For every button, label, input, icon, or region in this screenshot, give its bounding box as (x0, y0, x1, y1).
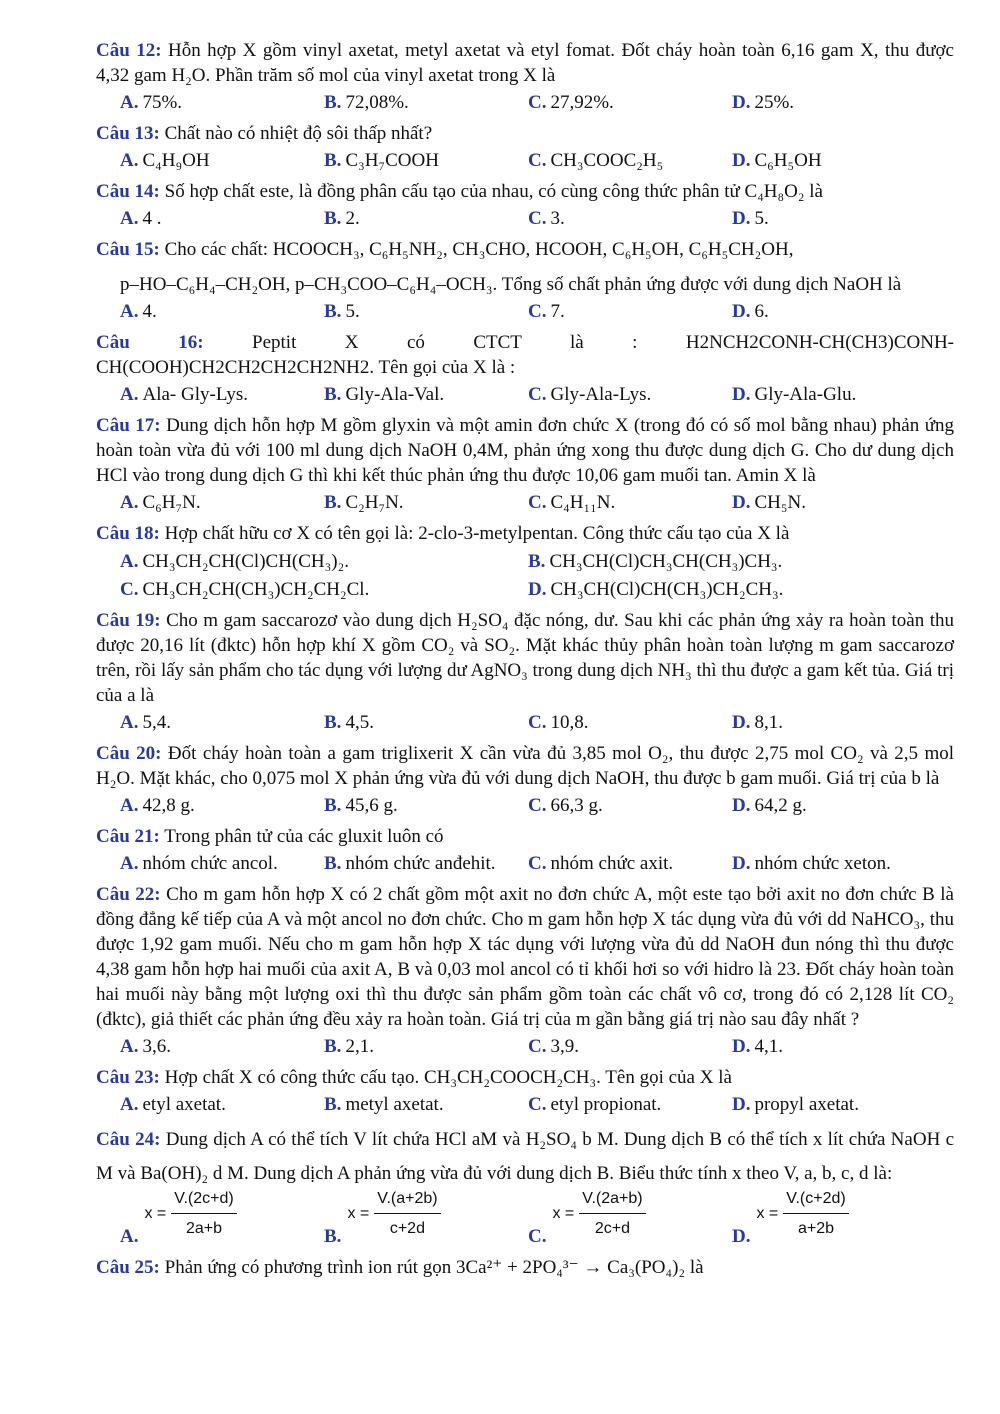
question-label: Câu 14: (96, 181, 160, 202)
option-letter: A. (120, 150, 139, 171)
option-letter: B. (324, 1226, 342, 1247)
option-letter: A. (120, 1094, 139, 1115)
option-d[interactable] (708, 1092, 912, 1117)
option-a[interactable] (96, 1092, 300, 1117)
option-letter: A. (120, 712, 139, 733)
formula (552, 1186, 645, 1241)
question-label: Câu 17: (96, 415, 161, 436)
question-text: Phản ứng có phương trình ion rút gọn 3Ca²⁺ + 2PO₄³⁻ → Ca₃(PO₄)₂ là (164, 1257, 704, 1278)
fraction (374, 1186, 440, 1241)
option-a[interactable] (96, 793, 300, 818)
option-text: C₆H₅OH (754, 150, 822, 171)
question-text: Dung dịch A có thể tích V lít chứa HCl aM và H₂SO₄ b M. Dung dịch B có thể tích x lít chứa NaOH c M và Ba(OH)₂ d M. Dung dịch A phản ứng vừa đủ với dung dịch B. Biểu thức tính x theo V, a, b, c, d là: (96, 1129, 954, 1184)
options-14 (96, 206, 954, 231)
option-b[interactable] (300, 793, 504, 818)
option-letter: B. (324, 92, 342, 113)
option-letter: B. (324, 795, 342, 816)
denominator: 2a+b (185, 1220, 223, 1237)
option-text: CH₅N. (754, 492, 806, 513)
option-text: Gly-Ala-Glu. (754, 384, 857, 405)
option-letter: C. (120, 579, 139, 600)
question-text: Hỗn hợp X gồm vinyl axetat, metyl axetat và etyl fomat. Đốt cháy hoàn toàn 6,16 gam X, thu được 4,32 gam H₂O. Phần trăm số mol của vinyl axetat trong X là (96, 40, 954, 86)
option-text: 64,2 g. (754, 795, 807, 816)
option-text: Ala- Gly-Lys. (142, 384, 249, 405)
options-20 (96, 793, 954, 818)
option-d[interactable] (708, 206, 912, 231)
question-text: Cho m gam saccarozơ vào dung dịch H₂SO₄ đặc nóng, dư. Sau khi các phản ứng xảy ra hoàn toàn thu được 20,16 lít (đktc) hỗn hợp khí X gồm CO₂ và SO₂. Mặt khác thủy phân hoàn toàn lượng m gam saccarozơ trên, rồi lấy sản phẩm cho tác dụng với lượng dư AgNO₃ trong dung dịch NH₃ thì thu được a gam kết tủa. Giá trị của a là (96, 610, 955, 706)
option-a[interactable] (96, 148, 300, 173)
question-18 (96, 521, 954, 546)
formula (347, 1186, 440, 1241)
option-a[interactable] (96, 1034, 300, 1059)
question-text: Đốt cháy hoàn toàn a gam triglixerit X cần vừa đủ 3,85 mol O₂, thu được 2,75 mol CO₂ và 2,5 mol H₂O. Mặt khác, cho 0,075 mol X phản ứng vừa đủ với dung dịch NaOH, thu được b gam muối. Giá trị của b là (96, 743, 955, 789)
option-c[interactable] (504, 793, 708, 818)
question-25 (96, 1255, 954, 1280)
options-24 (96, 1190, 954, 1249)
option-letter: D. (732, 150, 751, 171)
option-d[interactable] (708, 851, 912, 876)
question-21 (96, 824, 954, 849)
options-18-row1 (96, 549, 954, 574)
option-text: 4,5. (345, 712, 374, 733)
option-a[interactable] (96, 851, 300, 876)
option-letter: C. (528, 208, 547, 229)
option-letter: A. (120, 92, 139, 113)
option-text: CH₃CH₂CH(CH₃)CH₂CH₂Cl. (142, 579, 370, 600)
question-text-continued: p–HO–C₆H₄–CH₂OH, p–CH₃COO–C₆H₄–OCH₃. Tổng số chất phản ứng được với dung dịch NaOH là (120, 274, 902, 295)
option-text: 5,4. (142, 712, 171, 733)
option-d[interactable] (708, 1190, 912, 1249)
option-d[interactable] (708, 710, 912, 735)
option-text: 25%. (754, 92, 795, 113)
option-b[interactable] (300, 1190, 504, 1249)
option-letter: B. (324, 150, 342, 171)
option-c[interactable] (96, 577, 504, 602)
question-text: Chất nào có nhiệt độ sôi thấp nhất? (164, 123, 433, 144)
question-16-continued (96, 355, 954, 380)
option-letter: D. (732, 384, 751, 405)
option-letter: D. (732, 301, 751, 322)
option-a[interactable] (96, 90, 300, 115)
option-letter: C. (528, 1226, 547, 1247)
option-c[interactable] (504, 1092, 708, 1117)
question-17 (96, 413, 954, 488)
fraction (579, 1186, 645, 1241)
option-c[interactable] (504, 148, 708, 173)
question-24 (96, 1123, 954, 1191)
question-12 (96, 38, 954, 88)
option-text: 6. (754, 301, 769, 322)
option-letter: A. (120, 301, 139, 322)
question-text: Hợp chất X có công thức cấu tạo. CH₃CH₂COOCH₂CH₃. Tên gọi của X là (164, 1067, 732, 1088)
option-letter: C. (528, 150, 547, 171)
question-text: Cho các chất: HCOOCH₃, C₆H₅NH₂, CH₃CHO, HCOOH, C₆H₅OH, C₆H₅CH₂OH, (164, 239, 794, 260)
option-letter: C. (528, 92, 547, 113)
options-21 (96, 851, 954, 876)
option-text: nhóm chức xeton. (754, 853, 891, 874)
option-text: 3,6. (142, 1036, 171, 1057)
option-letter: D. (732, 92, 751, 113)
options-19 (96, 710, 954, 735)
option-text: C₆H₇N. (142, 492, 201, 513)
option-text: 7. (550, 301, 565, 322)
options-17 (96, 490, 954, 515)
options-18-row2 (96, 577, 954, 602)
option-letter: B. (324, 384, 342, 405)
numerator: V.(2a+b) (579, 1186, 645, 1214)
option-b[interactable] (504, 549, 912, 574)
option-a[interactable] (96, 710, 300, 735)
option-d[interactable] (708, 490, 912, 515)
question-label: Câu 22: (96, 884, 161, 905)
denominator: a+2b (797, 1220, 835, 1237)
question-text: Cho m gam hỗn hợp X có 2 chất gồm một axit no đơn chức A, một este tạo bởi axit no đơn chức B là đồng đẳng kế tiếp của A và một ancol no đơn chức. Cho m gam hỗn hợp X tác dụng vừa đủ với dd NaHCO₃, thu được 1,92 gam muối. Nếu cho m gam hỗn hợp X tác dụng với lượng vừa đủ dd NaOH đun nóng thì thu được 4,38 gam hỗn hợp hai muối của axit A, B và 0,03 mol ancol có tỉ khối hơi so với hidro là 23. Đốt cháy hoàn toàn hai muối này bằng một lượng oxi thì thu được sản phẩm gồm toàn các chất vô cơ, trong đó có 2,128 lít CO₂ (đktc), giả thiết các phản ứng đều xảy ra hoàn toàn. Giá trị của m gần bằng giá trị nào sau đây nhất ? (96, 884, 954, 1030)
option-letter: B. (324, 1036, 342, 1057)
formula-lhs: x = (756, 1205, 779, 1222)
option-letter: C. (528, 853, 547, 874)
option-text: 75%. (142, 92, 183, 113)
question-text: Peptit X có CTCT là : H2NCH2CONH-CH(CH3)CONH- (252, 332, 954, 353)
options-13 (96, 148, 954, 173)
question-20 (96, 741, 954, 791)
numerator: V.(2c+d) (171, 1186, 236, 1214)
option-text: C₃H₇COOH (345, 150, 439, 171)
option-letter: C. (528, 384, 547, 405)
option-letter: B. (528, 551, 546, 572)
option-letter: A. (120, 1036, 139, 1057)
option-letter: B. (324, 492, 342, 513)
option-letter: A. (120, 853, 139, 874)
numerator: V.(a+2b) (374, 1186, 440, 1214)
option-text: C₄H₁₁N. (550, 492, 616, 513)
question-text: Trong phân tử của các gluxit luôn có (164, 826, 444, 847)
option-text: 5. (754, 208, 769, 229)
fraction (783, 1186, 848, 1241)
option-a[interactable] (96, 299, 300, 324)
option-letter: C. (528, 1094, 547, 1115)
option-letter: D. (732, 712, 751, 733)
option-text: 2,1. (345, 1036, 374, 1057)
option-b[interactable] (300, 490, 504, 515)
question-label: Câu 20: (96, 743, 162, 764)
option-text: 10,8. (550, 712, 589, 733)
question-text: Hợp chất hữu cơ X có tên gọi là: 2-clo-3-metylpentan. Công thức cấu tạo của X là (164, 523, 790, 544)
formula (144, 1186, 236, 1241)
option-text: 72,08%. (345, 92, 409, 113)
option-letter: C. (528, 492, 547, 513)
question-label: Câu 25: (96, 1257, 160, 1278)
denominator: c+2d (389, 1220, 425, 1237)
option-c[interactable] (504, 490, 708, 515)
option-text: etyl propionat. (550, 1094, 662, 1115)
options-22 (96, 1034, 954, 1059)
option-letter: A. (120, 1226, 139, 1247)
option-text: Gly-Ala-Val. (345, 384, 445, 405)
option-b[interactable] (300, 710, 504, 735)
option-text: nhóm chức axit. (550, 853, 674, 874)
option-text: 4 . (142, 208, 162, 229)
option-letter: D. (732, 492, 751, 513)
option-text: 2. (345, 208, 360, 229)
option-text: 3,9. (550, 1036, 579, 1057)
option-letter: C. (528, 712, 547, 733)
formula-lhs: x = (552, 1205, 575, 1222)
question-label: Câu 13: (96, 123, 160, 144)
option-letter: C. (528, 795, 547, 816)
question-13 (96, 121, 954, 146)
formula-lhs: x = (347, 1205, 370, 1222)
option-a[interactable] (96, 382, 300, 407)
option-d[interactable] (708, 148, 912, 173)
option-text: nhóm chức anđehit. (345, 853, 496, 874)
option-text: 8,1. (754, 712, 783, 733)
option-d[interactable] (708, 1034, 912, 1059)
question-14 (96, 179, 954, 204)
exam-page (96, 32, 954, 1280)
option-a[interactable] (96, 490, 300, 515)
option-letter: D. (732, 1226, 751, 1247)
option-a[interactable] (96, 1190, 300, 1249)
option-d[interactable] (708, 90, 912, 115)
question-label: Câu 18: (96, 523, 160, 544)
option-b[interactable] (300, 851, 504, 876)
option-letter: B. (324, 301, 342, 322)
option-text: 27,92%. (550, 92, 614, 113)
option-b[interactable] (300, 382, 504, 407)
question-19 (96, 608, 954, 708)
question-label: Câu 12: (96, 40, 162, 61)
option-text: CH₃COOC₂H₅ (550, 150, 664, 171)
option-letter: A. (120, 551, 139, 572)
option-b[interactable] (300, 148, 504, 173)
option-text: etyl axetat. (142, 1094, 226, 1115)
option-letter: B. (324, 712, 342, 733)
option-d[interactable] (708, 382, 912, 407)
question-23 (96, 1065, 954, 1090)
option-d[interactable] (708, 793, 912, 818)
option-letter: C. (528, 1036, 547, 1057)
option-text: nhóm chức ancol. (142, 853, 278, 874)
option-text: CH₃CH₂CH(Cl)CH(CH₃)₂. (142, 551, 349, 572)
options-15 (96, 299, 954, 324)
option-c[interactable] (504, 1190, 708, 1249)
denominator: 2c+d (594, 1220, 631, 1237)
question-label: Câu 16: (96, 332, 204, 353)
question-label: Câu 23: (96, 1067, 160, 1088)
option-text: CH₃CH(Cl)CH(CH₃)CH₂CH₃. (550, 579, 784, 600)
option-letter: D. (732, 853, 751, 874)
option-d[interactable] (708, 299, 912, 324)
option-c[interactable] (504, 851, 708, 876)
option-text: 66,3 g. (550, 795, 603, 816)
question-label: Câu 24: (96, 1129, 161, 1150)
option-letter: C. (528, 301, 547, 322)
option-text: 42,8 g. (142, 795, 195, 816)
option-c[interactable] (504, 710, 708, 735)
option-b[interactable] (300, 90, 504, 115)
option-letter: B. (324, 1094, 342, 1115)
option-a[interactable] (96, 549, 504, 574)
question-22 (96, 882, 954, 1032)
option-letter: D. (732, 208, 751, 229)
option-text: metyl axetat. (345, 1094, 444, 1115)
option-b[interactable] (300, 1034, 504, 1059)
question-label: Câu 21: (96, 826, 160, 847)
option-c[interactable] (504, 1034, 708, 1059)
option-letter: D. (732, 795, 751, 816)
option-text: CH₃CH(Cl)CH₃CH(CH₃)CH₃. (549, 551, 783, 572)
options-16 (96, 382, 954, 407)
option-c[interactable] (504, 382, 708, 407)
option-letter: B. (324, 208, 342, 229)
option-letter: D. (732, 1094, 751, 1115)
formula-lhs: x = (144, 1205, 167, 1222)
fraction (171, 1186, 236, 1241)
option-letter: A. (120, 208, 139, 229)
option-letter: D. (732, 1036, 751, 1057)
option-letter: A. (120, 492, 139, 513)
question-label: Câu 19: (96, 610, 161, 631)
option-text: Gly-Ala-Lys. (550, 384, 652, 405)
option-a[interactable] (96, 206, 300, 231)
option-c[interactable] (504, 299, 708, 324)
numerator: V.(c+2d) (783, 1186, 848, 1214)
options-23 (96, 1092, 954, 1117)
question-text: Số hợp chất este, là đồng phân cấu tạo của nhau, có cùng công thức phân tử C₄H₈O₂ là (164, 181, 823, 202)
option-b[interactable] (300, 1092, 504, 1117)
option-text: 3. (550, 208, 565, 229)
option-d[interactable] (504, 577, 912, 602)
option-text: C₄H₉OH (142, 150, 210, 171)
option-text: 5. (345, 301, 360, 322)
option-text: C₂H₇N. (345, 492, 404, 513)
formula (756, 1186, 848, 1241)
question-text: Dung dịch hỗn hợp M gồm glyxin và một amin đơn chức X (trong đó có số mol bằng nhau) phản ứng hoàn toàn vừa đủ với 100 ml dung dịch NaOH 0,4M, phản ứng xong thu được dung dịch G. Cho dư dung dịch HCl vào trong dung dịch G thì khi kết thúc phản ứng thu được 10,06 gam muối tan. Amin X là (96, 415, 954, 486)
option-text: 4. (142, 301, 157, 322)
option-letter: D. (528, 579, 547, 600)
option-b[interactable] (300, 206, 504, 231)
option-text: 45,6 g. (345, 795, 398, 816)
option-b[interactable] (300, 299, 504, 324)
question-16 (96, 330, 954, 355)
option-letter: A. (120, 795, 139, 816)
option-text: propyl axetat. (754, 1094, 859, 1115)
question-15 (96, 237, 954, 262)
option-c[interactable] (504, 90, 708, 115)
options-12 (96, 90, 954, 115)
option-c[interactable] (504, 206, 708, 231)
option-text: 4,1. (754, 1036, 783, 1057)
question-15-continued (96, 272, 954, 297)
question-text-continued: CH(COOH)CH2CH2CH2CH2NH2. Tên gọi của X là : (96, 357, 516, 378)
question-label: Câu 15: (96, 239, 160, 260)
option-letter: A. (120, 384, 139, 405)
option-letter: B. (324, 853, 342, 874)
